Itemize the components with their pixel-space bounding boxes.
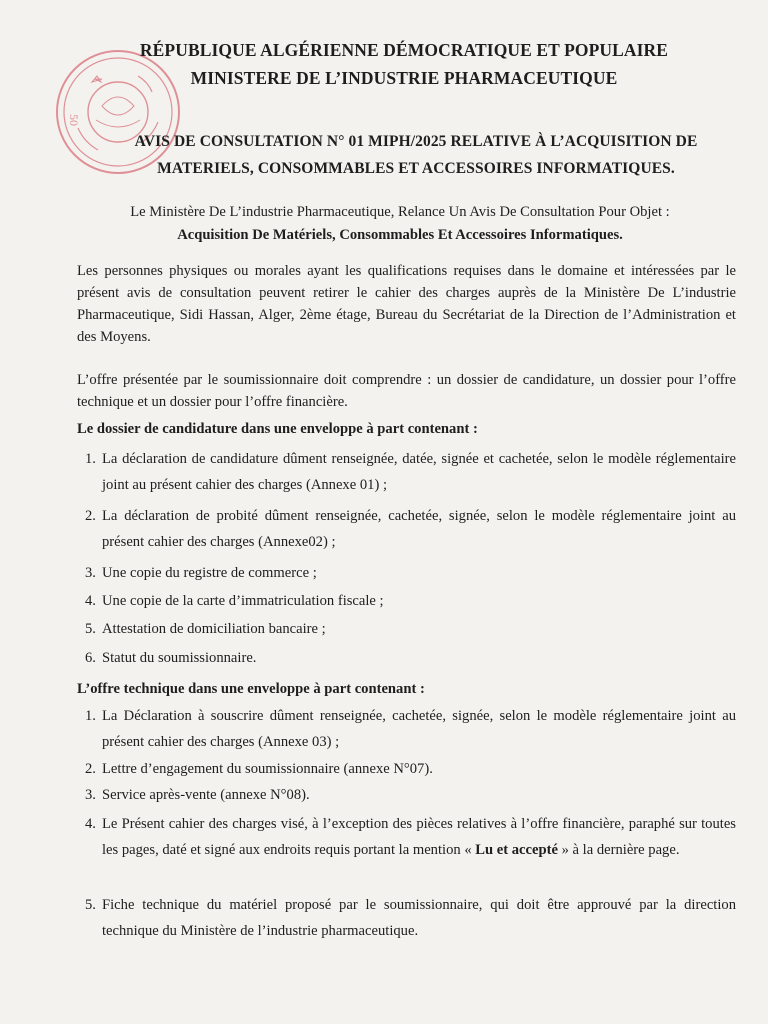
list-number: 4.: [85, 593, 96, 609]
list-text: Statut du soumissionnaire.: [102, 650, 257, 666]
list-number: 5.: [85, 621, 96, 637]
mention-lu-et-accepte: Lu et accepté: [475, 842, 558, 858]
intro-sentence: Le Ministère De L’industrie Pharmaceutique, Relance Un Avis De Consultation Pour Objet :: [130, 204, 670, 220]
list-text: [102, 811, 736, 863]
list-text: Une copie de la carte d’immatriculation fiscale ;: [102, 593, 384, 609]
list-number: 4.: [85, 816, 96, 832]
list-text: Une copie du registre de commerce ;: [102, 565, 317, 581]
consultation-title-line2: MATERIELS, CONSOMMABLES ET ACCESSOIRES INFORMATIQUES.: [157, 160, 675, 177]
list-number: 5.: [85, 897, 96, 913]
list-text: La déclaration de candidature dûment renseignée, datée, signée et cachetée, selon le modèle réglementaire joint au présent cahier des charges (Annexe 01) ;: [102, 451, 736, 493]
list-number: 1.: [85, 708, 96, 724]
list-text: Lettre d’engagement du soumissionnaire (annexe N°07).: [102, 761, 433, 777]
list-text: Service après-vente (annexe N°08).: [102, 787, 310, 803]
list-text: Fiche technique du matériel proposé par le soumissionnaire, qui doit être approuvé par la direction technique du Ministère de l’industrie pharmaceutique.: [102, 897, 736, 939]
list-number: 3.: [85, 787, 96, 803]
list-number: 3.: [85, 565, 96, 581]
list-number: 2.: [85, 761, 96, 777]
list-number: 6.: [85, 650, 96, 666]
stamp-number: 50: [67, 114, 81, 126]
list-number: 2.: [85, 508, 96, 524]
list-text: Attestation de domiciliation bancaire ;: [102, 621, 326, 637]
paragraph-offer-composition: L’offre présentée par le soumissionnaire doit comprendre : un dossier de candidature, un dossier pour l’offre technique et un dossier pour l’offre financière.: [77, 372, 736, 410]
official-stamp: [52, 46, 184, 178]
section-heading-candidature: Le dossier de candidature dans une enveloppe à part contenant :: [77, 421, 478, 437]
list-text: La déclaration de probité dûment renseignée, cachetée, signée, selon le modèle réglementaire joint au présent cahier des charges (Annexe02) ;: [102, 508, 736, 550]
mention-suffix: » à la dernière page.: [557, 842, 680, 858]
mention-prefix: Le Présent cahier des charges visé, à l’exception des pièces relatives à l’offre financière, paraphé sur toutes les pages, daté et signé aux endroits requis portant la mention «: [102, 816, 736, 858]
consultation-object: Acquisition De Matériels, Consommables Et Accessoires Informatiques.: [177, 227, 623, 243]
paragraph-eligibility: Les personnes physiques ou morales ayant les qualifications requises dans le domaine et intéressées par le présent avis de consultation peuvent retirer le cahier des charges auprès de la Ministère De L’industrie Pharmaceutique, Sidi Hassan, Alger, 2ème étage, Bureau du Secrétariat de la Direction de l’Administration et des Moyens.: [77, 263, 736, 345]
list-text: La Déclaration à souscrire dûment renseignée, cachetée, signée, selon le modèle réglementaire joint au présent cahier des charges (Annexe 03) ;: [102, 708, 736, 750]
section-heading-technique: L’offre technique dans une enveloppe à part contenant :: [77, 681, 425, 697]
list-number: 1.: [85, 451, 96, 467]
header-ministry: MINISTERE DE L’INDUSTRIE PHARMACEUTIQUE: [190, 68, 618, 88]
header-republic: RÉPUBLIQUE ALGÉRIENNE DÉMOCRATIQUE ET POPULAIRE: [139, 40, 669, 60]
consultation-title-line1: AVIS DE CONSULTATION N° 01 MIPH/2025 RELATIVE À L’ACQUISITION DE: [134, 133, 698, 150]
